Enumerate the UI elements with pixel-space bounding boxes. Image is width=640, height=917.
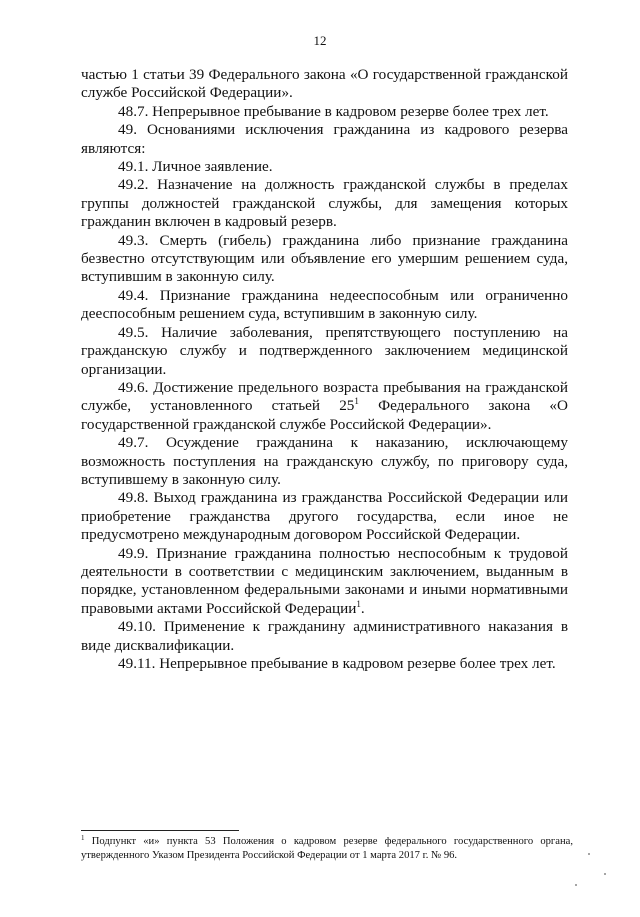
paragraph-49-6-part-2: Федерального закона «О государственной гражданской службе Российской Федерации». xyxy=(81,397,568,433)
footnote-text: Подпункт «и» пункта 53 Положения о кадровом резерве федерального государственного органа, утвержденного Указом Президента Российской Федерации от 1 марта 2017 г. № 96. xyxy=(81,836,573,861)
footnote-ref-superscript: 1 xyxy=(356,598,361,609)
paragraph-49-6-part-1: 49.6. Достижение предельного возраста пребывания на гражданской службе, установленного статьей 25 xyxy=(81,378,568,415)
paragraph-49-1: 49.1. Личное заявление. xyxy=(118,158,273,176)
scan-speck xyxy=(588,853,590,855)
paragraph-48-7: 48.7. Непрерывное пребывание в кадровом резерве более трех лет. xyxy=(118,102,549,120)
paragraph-49-9-part-2: . xyxy=(360,599,365,617)
footnote xyxy=(81,835,573,863)
scan-speck xyxy=(575,884,577,886)
paragraph-49-9 xyxy=(81,545,568,619)
paragraph-49-7: 49.7. Осуждение гражданина к наказанию, исключающему возможность поступления на гражданскую службу, по приговору суда, вступившему в законную силу. xyxy=(81,434,568,488)
paragraph-49-6 xyxy=(81,379,568,434)
footnote-mark: 1 xyxy=(81,834,85,842)
scan-speck xyxy=(604,873,606,875)
paragraph-49-5: 49.5. Наличие заболевания, препятствующего поступлению на гражданскую службу и подтвержденного заключением медицинской организации. xyxy=(81,323,568,378)
paragraph-49-3: 49.3. Смерть (гибель) гражданина либо признание гражданина безвестно отсутствующим или объявление его умершим решением суда, вступившим в законную силу. xyxy=(81,231,568,286)
paragraph-continuation: частью 1 статьи 39 Федерального закона «О государственной гражданской службе Российской Федерации». xyxy=(81,66,568,102)
paragraph-49: 49. Основаниями исключения гражданина из кадрового резерва являются: xyxy=(81,121,568,157)
paragraph-49-4: 49.4. Признание гражданина недееспособным или ограниченно дееспособным решением суда, вступившим в законную силу. xyxy=(81,286,568,323)
paragraph-49-11: 49.11. Непрерывное пребывание в кадровом резерве более трех лет. xyxy=(118,655,556,672)
paragraph-49-10: 49.10. Применение к гражданину административного наказания в виде дисквалификации. xyxy=(81,618,568,654)
document-body xyxy=(81,66,568,673)
paragraph-49-2: 49.2. Назначение на должность гражданской службы в пределах группы должностей гражданской службы, для замещения которых гражданин включен в кадровый резерв. xyxy=(81,176,568,231)
footnote-ref-superscript: 1 xyxy=(354,396,359,407)
footnote-divider xyxy=(81,830,239,831)
paragraph-49-9-part-1: 49.9. Признание гражданина полностью неспособным к трудовой деятельности в соответствии с медицинским заключением, выданным в порядке, установленном федеральными законами и иными нормативными правовыми актами Российской Федерации xyxy=(81,544,568,617)
paragraph-49-8: 49.8. Выход гражданина из гражданства Российской Федерации или приобретение гражданства другого государства, если иное не предусмотрено международным договором Российской Федерации. xyxy=(81,489,568,544)
page-number: 12 xyxy=(313,33,327,48)
